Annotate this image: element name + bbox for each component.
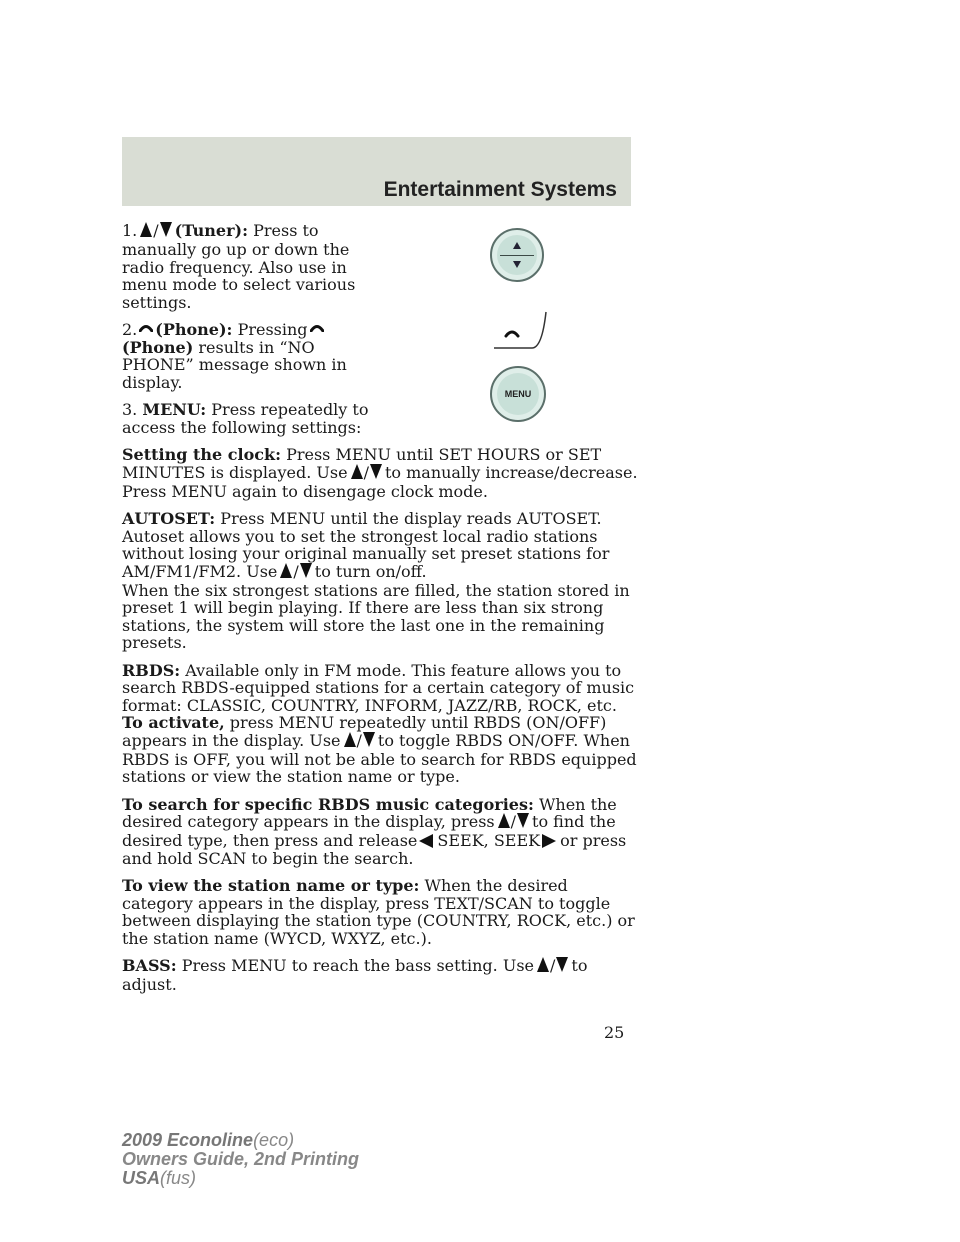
- footer-code: (eco): [253, 1130, 295, 1150]
- section-text: Press MENU until the display reads AUTOSET. Autoset allows you to set the strongest local radio stations without losing your original manually set preset stations for AM/FM1/FM2. Use: [122, 509, 610, 581]
- phone-icon: [139, 324, 153, 332]
- footer-line-2: Owners Guide, 2nd Printing: [122, 1149, 360, 1169]
- section-text: or press and hold SCAN to begin the search.: [122, 831, 627, 868]
- item-number: 3.: [122, 400, 138, 419]
- item-label: (Phone):: [155, 320, 233, 339]
- item-label: (Phone): [122, 337, 194, 357]
- section-label: Setting the clock:: [122, 445, 281, 464]
- section-text: to adjust.: [122, 956, 588, 994]
- down-arrow-icon: [556, 957, 568, 972]
- down-arrow-icon: [160, 222, 172, 237]
- up-arrow-icon: [351, 464, 363, 479]
- item-text: Press repeatedly to access the following settings:: [122, 400, 369, 437]
- section-rbds: [122, 662, 642, 715]
- section-text: press MENU repeatedly until RBDS (ON/OFF) appears in the display. Use: [122, 713, 607, 750]
- section-text: to manually increase/decrease. Press MENU again to disengage clock mode.: [122, 462, 638, 501]
- section-label: RBDS:: [122, 660, 181, 680]
- item-text: Press to manually go up or down the radio frequency. Also use in menu mode to select various settings.: [122, 221, 356, 312]
- section-activate: To activate, press MENU repeatedly until RBDS (ON/OFF) appears in the display. Use / to toggle RBDS ON/OFF. When RBDS is OFF, you will not be able to search for RBDS equipped stations or view the station name or type.: [122, 713, 637, 786]
- section-autoset: AUTOSET: Press MENU until the display reads AUTOSET. Autoset allows you to set the strongest local radio stations without losing your original manually set preset stations for AM/FM1/FM2. Use / to turn on/off.: [122, 509, 610, 581]
- footer-code: (fus): [160, 1168, 197, 1188]
- section-autoset-detail: When the six strongest stations are filled, the station stored in preset 1 will begin playing. If there are less than six strong stations, the system will store the last one in the remaining presets.: [122, 580, 630, 652]
- down-arrow-icon: [370, 464, 382, 479]
- section-text: Press MENU until SET HOURS or SET MINUTES is displayed. Use: [122, 445, 602, 482]
- up-arrow-icon: [537, 957, 549, 972]
- item-number: 2.: [122, 320, 138, 339]
- section-text: to toggle RBDS ON/OFF. When RBDS is OFF, you will not be able to search for RBDS equipped stations or view the station name or type.: [122, 730, 637, 786]
- item-label: MENU:: [142, 400, 207, 419]
- section-label: To activate,: [122, 713, 225, 732]
- up-arrow-icon: [140, 222, 152, 237]
- item-text: results in “NO PHONE” message shown in display.: [122, 337, 347, 392]
- seek-right-icon: [542, 834, 556, 848]
- phone-icon: [310, 324, 324, 332]
- section-view: [122, 877, 642, 947]
- section-label: BASS:: [122, 956, 177, 975]
- down-arrow-icon: [363, 732, 375, 747]
- down-arrow-icon: [300, 563, 312, 578]
- section-clock: Setting the clock: Press MENU until SET HOURS or SET MINUTES is displayed. Use / to manually increase/decrease. Press MENU again to disengage clock mode.: [122, 445, 638, 501]
- up-arrow-icon: [344, 732, 356, 747]
- footer-region: USA: [122, 1168, 161, 1188]
- section-text: to turn on/off.: [314, 561, 427, 581]
- section-text: Available only in FM mode. This feature allows you to search RBDS-equipped stations for a certain category of music format: CLASSIC, COUNTRY, INFORM, JAZZ/RB, ROCK, etc.: [122, 660, 635, 715]
- section-bass: BASS: Press MENU to reach the bass setting. Use / to adjust.: [122, 956, 588, 994]
- up-arrow-icon: [280, 563, 292, 578]
- section-text: When the desired category appears in the display, press TEXT/SCAN to toggle between displaying the station type (COUNTRY, ROCK, etc.) or the station name (WYCD, WXYZ, etc.).: [122, 876, 635, 948]
- header-band: [122, 137, 631, 206]
- menu-button-label: MENU: [504, 389, 532, 399]
- item-label: (Tuner):: [174, 221, 249, 240]
- section-text: to find the desired type, then press and release: [122, 812, 616, 850]
- item-tuner: 1. / (Tuner): Press to manually go up or down the radio frequency. Also use in menu mode to select various settings.: [122, 221, 356, 312]
- section-text: Press MENU to reach the bass setting. Use: [181, 956, 534, 975]
- down-arrow-icon: [517, 813, 529, 828]
- item-menu: [122, 401, 372, 436]
- item-number: 1.: [122, 221, 138, 240]
- section-text: SEEK, SEEK: [437, 831, 541, 850]
- item-phone: [122, 321, 372, 391]
- section-title: Entertainment Systems: [383, 178, 617, 201]
- footer-model: 2009 Econoline: [122, 1130, 254, 1150]
- section-label: AUTOSET:: [122, 509, 216, 528]
- footer-line-3: [122, 1169, 359, 1188]
- footer: [122, 1131, 359, 1188]
- section-text: When the desired category appears in the display, press: [122, 794, 617, 831]
- section-label: To view the station name or type:: [122, 876, 420, 895]
- up-arrow-icon: [498, 813, 510, 828]
- page-number: 25: [604, 1023, 625, 1042]
- body-text: [122, 222, 642, 1004]
- seek-left-icon: [419, 834, 433, 848]
- footer-line-1: [122, 1131, 359, 1150]
- section-label: To search for specific RBDS music categories:: [122, 794, 534, 814]
- item-text: Pressing: [237, 320, 308, 339]
- section-search: To search for specific RBDS music categories: When the desired category appears in the display, press / to find the desired type, then press and release SEEK, SEEK or press and hold SCAN to begin the search.: [122, 794, 627, 868]
